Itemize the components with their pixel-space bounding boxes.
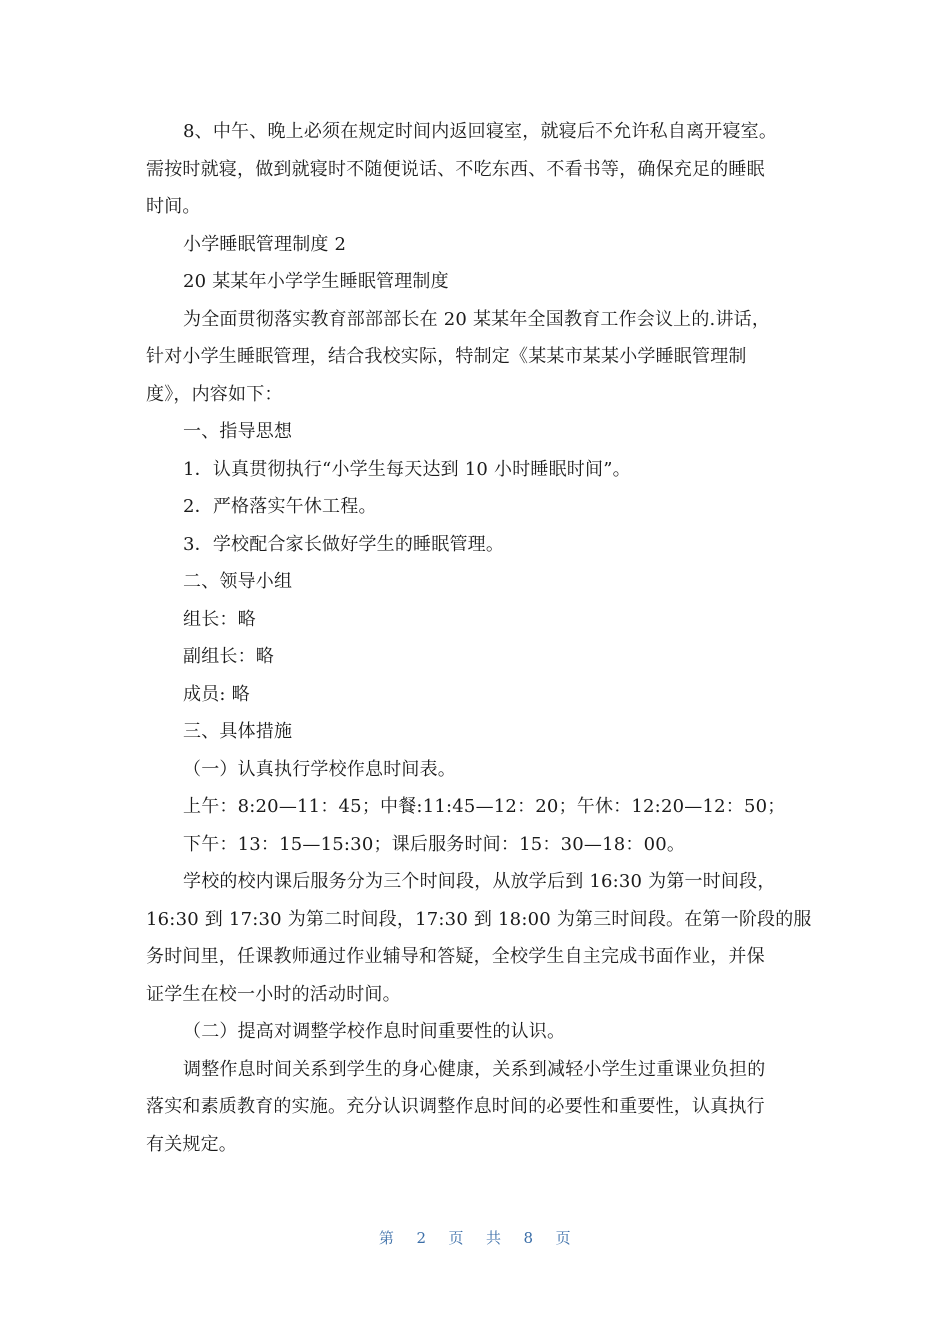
text-line: 8、中午、晚上必须在规定时间内返回寝室，就寝后不允许私自离开寝室。: [183, 121, 778, 142]
text-line: 上午：8:20—11：45；中餐:11:45—12：20；午休：12:20—12：50；: [183, 796, 786, 817]
text-line: 度》，内容如下：: [146, 383, 283, 405]
text-line: 学校的校内课后服务分为三个时间段，从放学后到 16:30 为第一时间段，: [183, 871, 776, 892]
footer-page-number: 2: [416, 1229, 427, 1247]
text-line: 副组长：略: [183, 646, 274, 667]
text-line: 3．学校配合家长做好学生的睡眠管理。: [183, 533, 505, 555]
footer-ye: 页: [448, 1229, 464, 1247]
text-line: 需按时就寝，做到就寝时不随便说话、不吃东西、不看书等，确保充足的睡眠: [146, 158, 765, 180]
footer-di: 第: [378, 1229, 395, 1247]
text-line: 三、具体措施: [183, 721, 293, 742]
text-line: 下午：13：15—15:30；课后服务时间：15：30—18：00。: [183, 833, 686, 855]
text-line: 有关规定。: [146, 1133, 237, 1155]
page-footer: [0, 1227, 950, 1248]
text-line: 落实和素质教育的实施。充分认识调整作息时间的必要性和重要性，认真执行: [146, 1096, 765, 1117]
text-line: 调整作息时间关系到学生的身心健康，关系到减轻小学生过重课业负担的: [183, 1058, 766, 1080]
text-line: 务时间里，任课教师通过作业辅导和答疑，全校学生自主完成书面作业，并保: [146, 946, 765, 967]
document-body: [146, 113, 812, 1163]
text-line: 小学睡眠管理制度 2: [183, 233, 347, 255]
text-line: （一）认真执行学校作息时间表。: [183, 758, 456, 780]
text-line: 针对小学生睡眠管理，结合我校实际，特制定《某某市某某小学睡眠管理制: [146, 346, 747, 367]
text-line: 成员: 略: [183, 683, 250, 705]
text-line: 组长：略: [183, 608, 256, 630]
text-line: 时间。: [146, 196, 201, 217]
text-line: 20 某某年小学学生睡眠管理制度: [183, 271, 449, 292]
text-line: 1．认真贯彻执行“小学生每天达到 10 小时睡眠时间”。: [183, 458, 631, 480]
text-line: 为全面贯彻落实教育部部部长在 20 某某年全国教育工作会议上的.讲话，: [183, 308, 771, 330]
text-line: （二）提高对调整学校作息时间重要性的认识。: [183, 1021, 566, 1042]
footer-gong: 共: [486, 1229, 502, 1247]
text-line: 证学生在校一小时的活动时间。: [146, 983, 401, 1005]
text-line: 2．严格落实午休工程。: [183, 496, 377, 517]
text-line: 一、指导思想: [183, 421, 293, 442]
footer-total-pages: 8: [523, 1229, 534, 1247]
text-line: 16:30 到 17:30 为第二时间段，17:30 到 18:00 为第三时间段。在第一阶段的服: [146, 908, 812, 930]
text-line: 二、领导小组: [183, 571, 293, 592]
footer-ye2: 页: [555, 1229, 572, 1247]
